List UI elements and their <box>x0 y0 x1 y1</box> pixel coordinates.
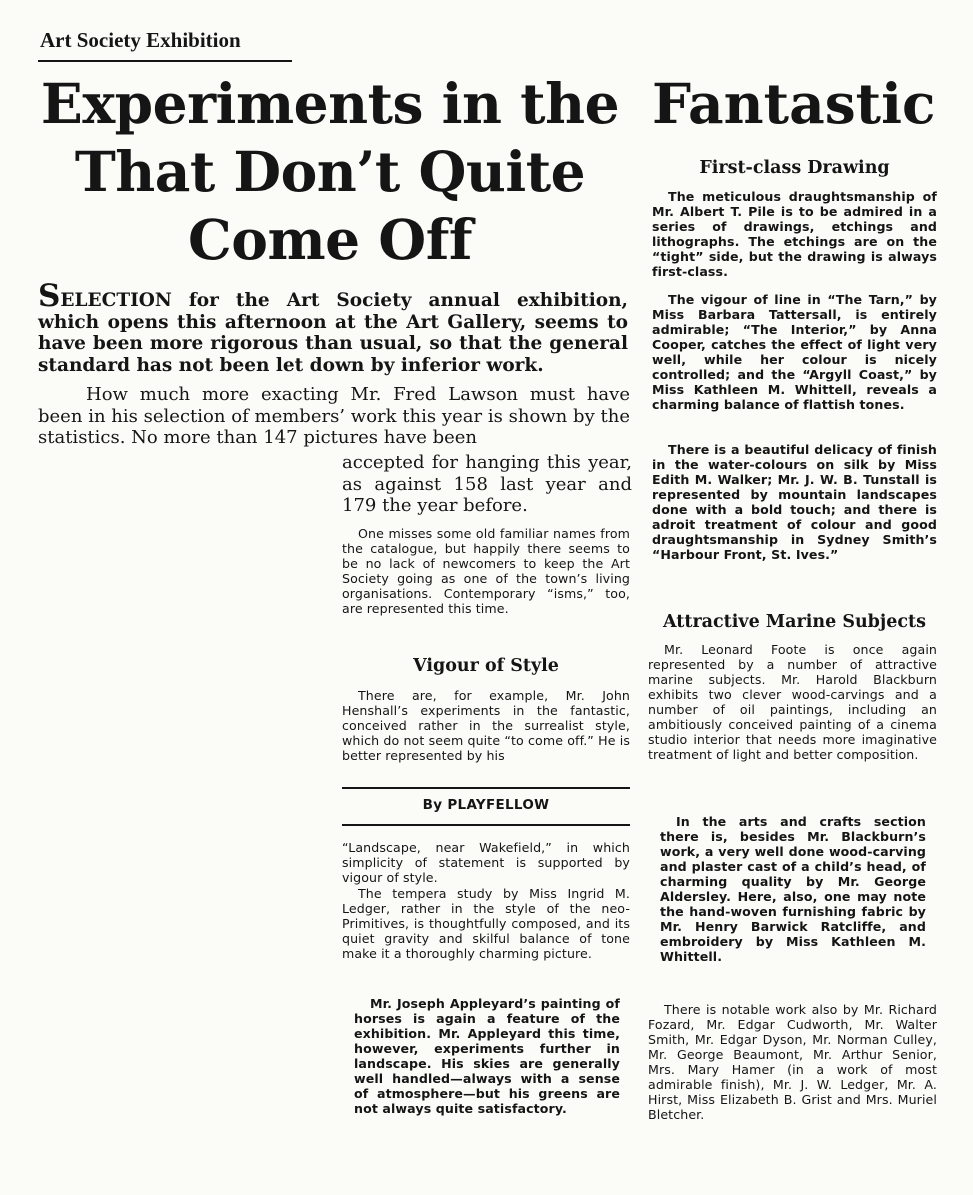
lead-text: ELECTION for the Art Society annual exhibition, which opens this afternoon at the Art Gallery, seems to have been more rigorous than usual, so that the general standard has not been let down by inferior work. <box>38 290 628 376</box>
center-paragraph-5: Mr. Joseph Appleyard’s painting of horses is again a feature of the exhibition. Mr. Appleyard this time, however, experiments further in landscape. His skies are generally well handled—always with a sense of atmosphere—but his greens are not always quite satisfactory. <box>354 996 620 1116</box>
subhead-vigour-of-style: Vigour of Style <box>413 656 559 676</box>
headline-line1-right: Fantastic <box>652 71 936 136</box>
right-paragraph-1: The meticulous draughtsmanship of Mr. Albert T. Pile is to be admired in a series of drawings, etchings and lithographs. The etchings are on the “tight” side, but the drawing is always first-class. <box>652 189 937 279</box>
body-paragraph-continued: accepted for hanging this year, as against 158 last year and 179 the year before. <box>342 452 632 516</box>
right-paragraph-5: In the arts and crafts section there is, besides Mr. Blackburn’s work, a very well done wood-carving and plaster cast of a child’s head, of charming quality by Mr. George Aldersley. Here, also, one may note the hand-woven furnishing fabric by Mr. Henry Barwick Ratcliffe, and embroidery by Miss Kathleen M. Whittell. <box>660 814 926 964</box>
lead-paragraph <box>38 278 628 376</box>
headline <box>30 70 630 274</box>
headline-line3: Come Off <box>187 207 473 272</box>
right-paragraph-4: Mr. Leonard Foote is once again represented by a number of attractive marine subjects. Mr. Harold Blackburn exhibits two clever wood-carvings and a number of oil paintings, including an ambitiously conceived painting of a cinema studio interior that needs more imaginative treatment of light and better composition. <box>648 642 937 762</box>
subhead-first-class-drawing: First-class Drawing <box>699 158 890 178</box>
headline-line2: That Don’t Quite <box>74 139 586 204</box>
center-paragraph-3: “Landscape, near Wakefield,” in which simplicity of statement is supported by vigour of style. <box>342 840 630 885</box>
right-paragraph-6: There is notable work also by Mr. Richard Fozard, Mr. Edgar Cudworth, Mr. Walter Smith, Mr. Edgar Dyson, Mr. Norman Culley, Mr. George Beaumont, Mr. Arthur Senior, Mrs. Mary Hamer (in a work of most admirable finish), Mr. J. W. Ledger, Mr. A. Hirst, Miss Elizabeth B. Grist and Mrs. Muriel Bletcher. <box>648 1002 937 1122</box>
section-kicker: Art Society Exhibition <box>40 28 241 52</box>
byline-rule-top <box>342 787 630 789</box>
right-paragraph-3: There is a beautiful delicacy of finish in the water-colours on silk by Miss Edith M. Walker; Mr. J. W. B. Tunstall is represented by mountain landscapes done with a bold touch; and there is adroit treatment of colour and good draughtsmanship in Sydney Smith’s “Harbour Front, St. Ives.” <box>652 442 937 562</box>
byline: By PLAYFELLOW <box>422 797 550 813</box>
kicker-rule <box>38 60 292 62</box>
body-paragraph-wide-text: How much more exacting Mr. Fred Lawson must have been in his selection of members’ work this year is shown by the statistics. No more than 147 pictures have been <box>38 384 630 448</box>
body-paragraph-wide <box>38 384 630 449</box>
center-paragraph-2: There are, for example, Mr. John Henshall’s experiments in the fantastic, conceived rather in the surrealist style, which do not seem quite “to come off.” He is better represented by his <box>342 688 630 763</box>
headline-line1: Experiments in the <box>40 71 620 136</box>
center-paragraph-1: One misses some old familiar names from the catalogue, but happily there seems to be no lack of newcomers to keep the Art Society going as one of the town’s living organisations. Contemporary “isms,” too, are represented this time. <box>342 526 630 616</box>
subhead-attractive-marine-subjects: Attractive Marine Subjects <box>663 612 926 632</box>
drop-cap: S <box>38 278 61 314</box>
center-paragraph-4: The tempera study by Miss Ingrid M. Ledger, rather in the style of the neo-Primitives, is thoughtfully composed, and its quiet gravity and skilful balance of tone make it a thoroughly charming picture. <box>342 886 630 961</box>
byline-rule-bottom <box>342 824 630 826</box>
right-paragraph-2: The vigour of line in “The Tarn,” by Miss Barbara Tattersall, is entirely admirable; “The Interior,” by Anna Cooper, catches the effect of light very well, while her colour is nicely controlled; and the “Argyll Coast,” by Miss Kathleen M. Whittell, reveals a charming balance of flattish tones. <box>652 292 937 412</box>
